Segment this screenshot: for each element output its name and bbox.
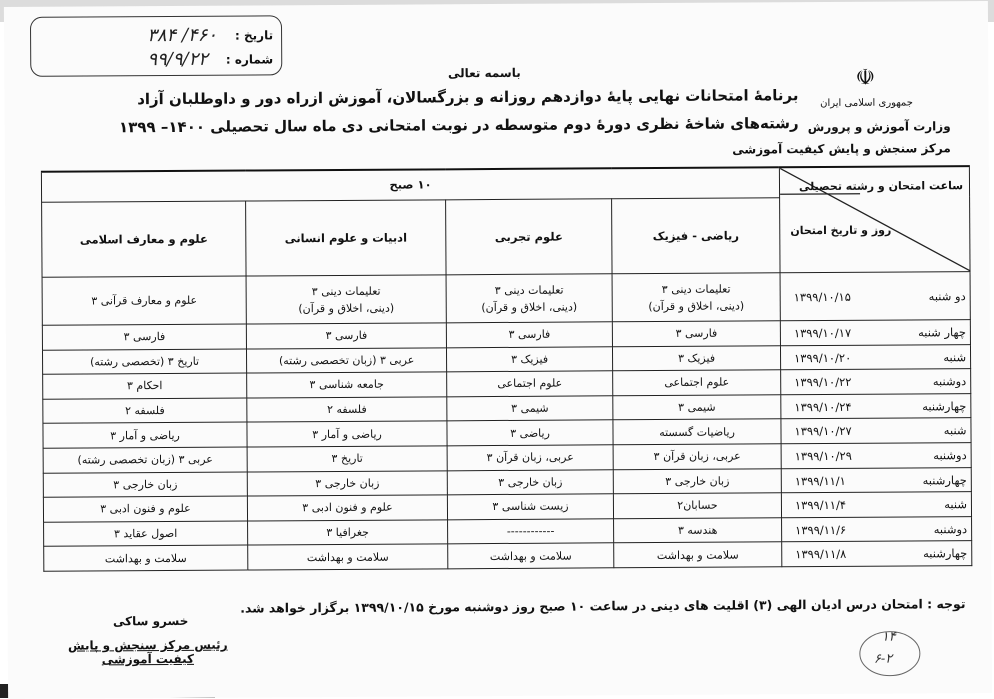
subject-name: احکام ۳	[47, 377, 242, 395]
subject-cell	[447, 420, 613, 446]
subject-name: هندسه ۳	[618, 521, 777, 539]
subject-name: ریاضی و آمار ۳	[251, 425, 442, 443]
subject-name: زبان خارجی ۳	[618, 472, 777, 490]
subject-name: فیزیک ۳	[617, 349, 776, 367]
subject-cell	[42, 276, 246, 325]
exam-date: ۱۳۹۹/۱۱/۱	[795, 473, 907, 488]
subject-name: تاریخ ۳ (تخصصی رشته)	[47, 352, 242, 370]
date-row	[147, 24, 273, 46]
subject-cell	[246, 323, 446, 349]
subject-cell	[447, 371, 613, 397]
exam-date: ۱۳۹۹/۱۱/۸	[795, 547, 907, 562]
day-date-cell	[781, 418, 971, 444]
subject-cell	[613, 493, 781, 519]
subject-name: زیست شناسی ۳	[452, 498, 609, 516]
subject-detail: (دینی، اخلاق و قرآن)	[617, 297, 776, 315]
exam-day: چهارشنبه	[907, 473, 967, 487]
subject-cell	[612, 321, 780, 347]
subject-name: سلامت و بهداشت	[252, 548, 443, 566]
subject-name: فلسفه ۲	[47, 402, 242, 420]
subject-cell	[247, 495, 447, 521]
subject-cell	[446, 322, 612, 348]
org-country: جمهوری اسلامی ایران	[816, 97, 916, 109]
subject-cell	[43, 496, 247, 522]
signer-title: رئیس مرکز سنجش و پایش کیفیت آموزشی	[48, 638, 248, 667]
signer-name: خسرو ساکی	[86, 614, 216, 629]
subject-name: فلسفه ۲	[251, 400, 442, 418]
subject-cell	[43, 398, 247, 424]
subject-name: ریاضی ۳	[451, 424, 608, 442]
footnote: توجه : امتحان درس ادیان الهی (۳) اقلیت های دینی در ساعت ۱۰ صبح روز دوشنبه مورخ ۱۳۹۹/۱۰/۱۵ برگزار خواهد شد.	[240, 596, 965, 615]
subject-cell	[247, 347, 447, 373]
hand-note-2: ۶-۲	[874, 652, 892, 667]
reference-box	[30, 15, 282, 77]
subject-cell	[613, 419, 781, 445]
org-ministry: وزارت آموزش و پرورش	[808, 119, 951, 134]
subject-cell	[248, 520, 448, 546]
subject-name: علوم و فنون ادبی ۳	[252, 499, 443, 517]
subject-name: عربی، زبان قرآن ۳	[618, 448, 777, 466]
day-date-cell	[781, 344, 971, 370]
subject-cell	[613, 444, 781, 470]
subject-name: تاریخ ۳	[252, 450, 443, 468]
subject-name: عربی ۳ (زبان تخصصی رشته)	[251, 351, 442, 369]
subject-name: فارسی ۳	[617, 325, 776, 343]
table-header-row	[41, 166, 969, 202]
subject-cell	[447, 396, 613, 422]
subject-cell	[446, 274, 612, 323]
subject-name: علوم و فنون ادبی ۳	[48, 500, 243, 518]
date-label: تاریخ :	[235, 28, 273, 42]
day-date-cell	[781, 467, 971, 493]
column-header: علوم تجربی	[446, 199, 612, 275]
subject-name: فارسی ۳	[47, 328, 242, 346]
subject-name: عربی ۳ (زبان تخصصی رشته)	[48, 451, 243, 469]
subject-cell	[42, 349, 246, 375]
exam-schedule-table	[41, 165, 972, 572]
subject-cell	[43, 472, 247, 498]
day-date-cell	[781, 369, 971, 395]
column-header: ادبیات و علوم انسانی	[246, 200, 446, 276]
exam-day: چهار شنبه	[906, 325, 966, 339]
corner-header-top: ساعت امتحان و رشته تحصیلی	[799, 179, 963, 193]
subject-cell	[246, 275, 446, 324]
subject-name: اصول عقاید ۳	[48, 525, 243, 543]
day-date-cell	[781, 393, 971, 419]
subject-cell	[248, 544, 448, 570]
document-page	[4, 1, 992, 699]
subject-name: زبان خارجی ۳	[48, 475, 243, 493]
subject-name: تعلیمات دینی ۳	[617, 280, 776, 298]
table-row	[44, 541, 972, 571]
table-corner-cell	[779, 166, 970, 273]
subject-name: ریاضیات گسسته	[617, 423, 776, 441]
subject-name: ------------	[452, 522, 609, 540]
subject-cell	[247, 372, 447, 398]
subject-name: علوم اجتماعی	[451, 375, 608, 393]
day-date-cell	[780, 320, 970, 346]
subject-cell	[447, 445, 613, 471]
exam-date: ۱۳۹۹/۱۰/۲۹	[795, 449, 907, 464]
day-date-cell	[780, 272, 970, 321]
day-date-cell	[782, 516, 972, 542]
number-row	[147, 48, 273, 70]
subject-cell	[613, 345, 781, 371]
subject-cell	[247, 397, 447, 423]
subject-cell	[247, 421, 447, 447]
number-value: ۹۹/۹/۲۲	[147, 49, 208, 70]
exam-date: ۱۳۹۹/۱۰/۲۴	[794, 399, 906, 414]
subject-cell	[43, 422, 247, 448]
subject-name: فیزیک ۳	[451, 350, 608, 368]
exam-day: دوشنبه	[906, 374, 966, 388]
subject-name: فارسی ۳	[451, 326, 608, 344]
subject-name: علوم اجتماعی	[617, 374, 776, 392]
subject-detail: (دینی، اخلاق و قرآن)	[451, 298, 608, 316]
iran-emblem-icon: ☫	[852, 64, 878, 94]
subject-cell	[447, 346, 613, 372]
subject-name: جامعه شناسی ۳	[251, 376, 442, 394]
document-title-line1: برنامهٔ امتحانات نهایی پایهٔ دوازدهم روزانه و بزرگسالان، آموزش ازراه دور و داوطلبان آزاد	[137, 86, 798, 108]
subject-cell	[613, 468, 781, 494]
subject-cell	[614, 518, 782, 544]
exam-day: شنبه	[906, 350, 966, 364]
column-header: ریاضی - فیزیک	[612, 198, 780, 274]
exam-date: ۱۳۹۹/۱۱/۶	[795, 522, 907, 537]
subject-name: فارسی ۳	[251, 327, 442, 345]
subject-cell	[42, 324, 246, 350]
number-label: شماره :	[226, 52, 273, 66]
day-date-cell	[781, 443, 971, 469]
subject-name: تعلیمات دینی ۳	[451, 281, 608, 299]
column-header: علوم و معارف اسلامی	[42, 201, 246, 277]
subject-name: حسابان۲	[618, 497, 777, 515]
subject-cell	[613, 395, 781, 421]
subject-detail: (دینی، اخلاق و قرآن)	[251, 299, 442, 317]
subject-cell	[44, 521, 248, 547]
handwritten-note	[856, 623, 926, 679]
subject-cell	[247, 470, 447, 496]
exam-day: دوشنبه	[907, 448, 967, 462]
exam-date: ۱۳۹۹/۱۰/۲۰	[794, 350, 906, 365]
subject-cell	[43, 447, 247, 473]
exam-date: ۱۳۹۹/۱۰/۲۲	[794, 375, 906, 390]
subject-cell	[43, 373, 247, 399]
subject-name: زبان خارجی ۳	[452, 473, 609, 491]
exam-day: شنبه	[907, 497, 967, 511]
exam-day: دو شنبه	[906, 289, 966, 303]
subject-name: ریاضی و آمار ۳	[47, 426, 242, 444]
table-row	[42, 272, 970, 326]
subject-cell	[448, 519, 614, 545]
subject-cell	[612, 273, 780, 322]
subject-name: علوم و معارف قرآنی ۳	[47, 292, 242, 310]
org-center: مرکز سنجش و پایش کیفیت آموزشی	[732, 141, 951, 156]
subject-name: شیمی ۳	[451, 399, 608, 417]
subject-name: سلامت و بهداشت	[618, 546, 777, 564]
subject-cell	[247, 446, 447, 472]
subject-name: تعلیمات دینی ۳	[251, 282, 442, 300]
exam-day: چهارشنبه	[907, 547, 967, 561]
subject-name: سلامت و بهداشت	[452, 547, 609, 565]
exam-date: ۱۳۹۹/۱۰/۱۷	[794, 326, 906, 341]
subject-cell	[447, 494, 613, 520]
hand-note-1: ۱۴	[882, 630, 896, 645]
date-value: ۴۶۰/ ۳۸۴	[147, 25, 217, 46]
exam-date: ۱۳۹۹/۱۰/۲۷	[794, 424, 906, 439]
subject-cell	[614, 542, 782, 568]
day-date-cell	[781, 492, 971, 518]
document-title-line2: رشته‌های شاخهٔ نظری دورهٔ دوم متوسطه در نوبت امتحانی دی ماه سال تحصیلی ۱۴۰۰– ۱۳۹۹	[119, 114, 799, 136]
exam-day: شنبه	[906, 424, 966, 438]
exam-date: ۱۳۹۹/۱۱/۴	[795, 498, 907, 513]
bismillah: باسمه تعالی	[444, 66, 524, 80]
time-header: ۱۰ صبح	[41, 167, 779, 202]
exam-date: ۱۳۹۹/۱۰/۱۵	[794, 289, 906, 304]
subject-name: عربی، زبان قرآن ۳	[452, 449, 609, 467]
subject-name: شیمی ۳	[617, 398, 776, 416]
corner-header-bottom: روز و تاریخ امتحان	[790, 224, 891, 238]
table-body	[42, 272, 972, 572]
day-date-cell	[782, 541, 972, 567]
subject-cell	[448, 543, 614, 569]
subject-cell	[44, 545, 248, 571]
exam-day: چهارشنبه	[906, 399, 966, 413]
subject-name: سلامت و بهداشت	[48, 549, 243, 567]
subject-cell	[613, 370, 781, 396]
subject-name: زبان خارجی ۳	[252, 474, 443, 492]
subject-cell	[447, 469, 613, 495]
exam-day: دوشنبه	[907, 522, 967, 536]
subject-name: جغرافیا ۳	[252, 523, 443, 541]
